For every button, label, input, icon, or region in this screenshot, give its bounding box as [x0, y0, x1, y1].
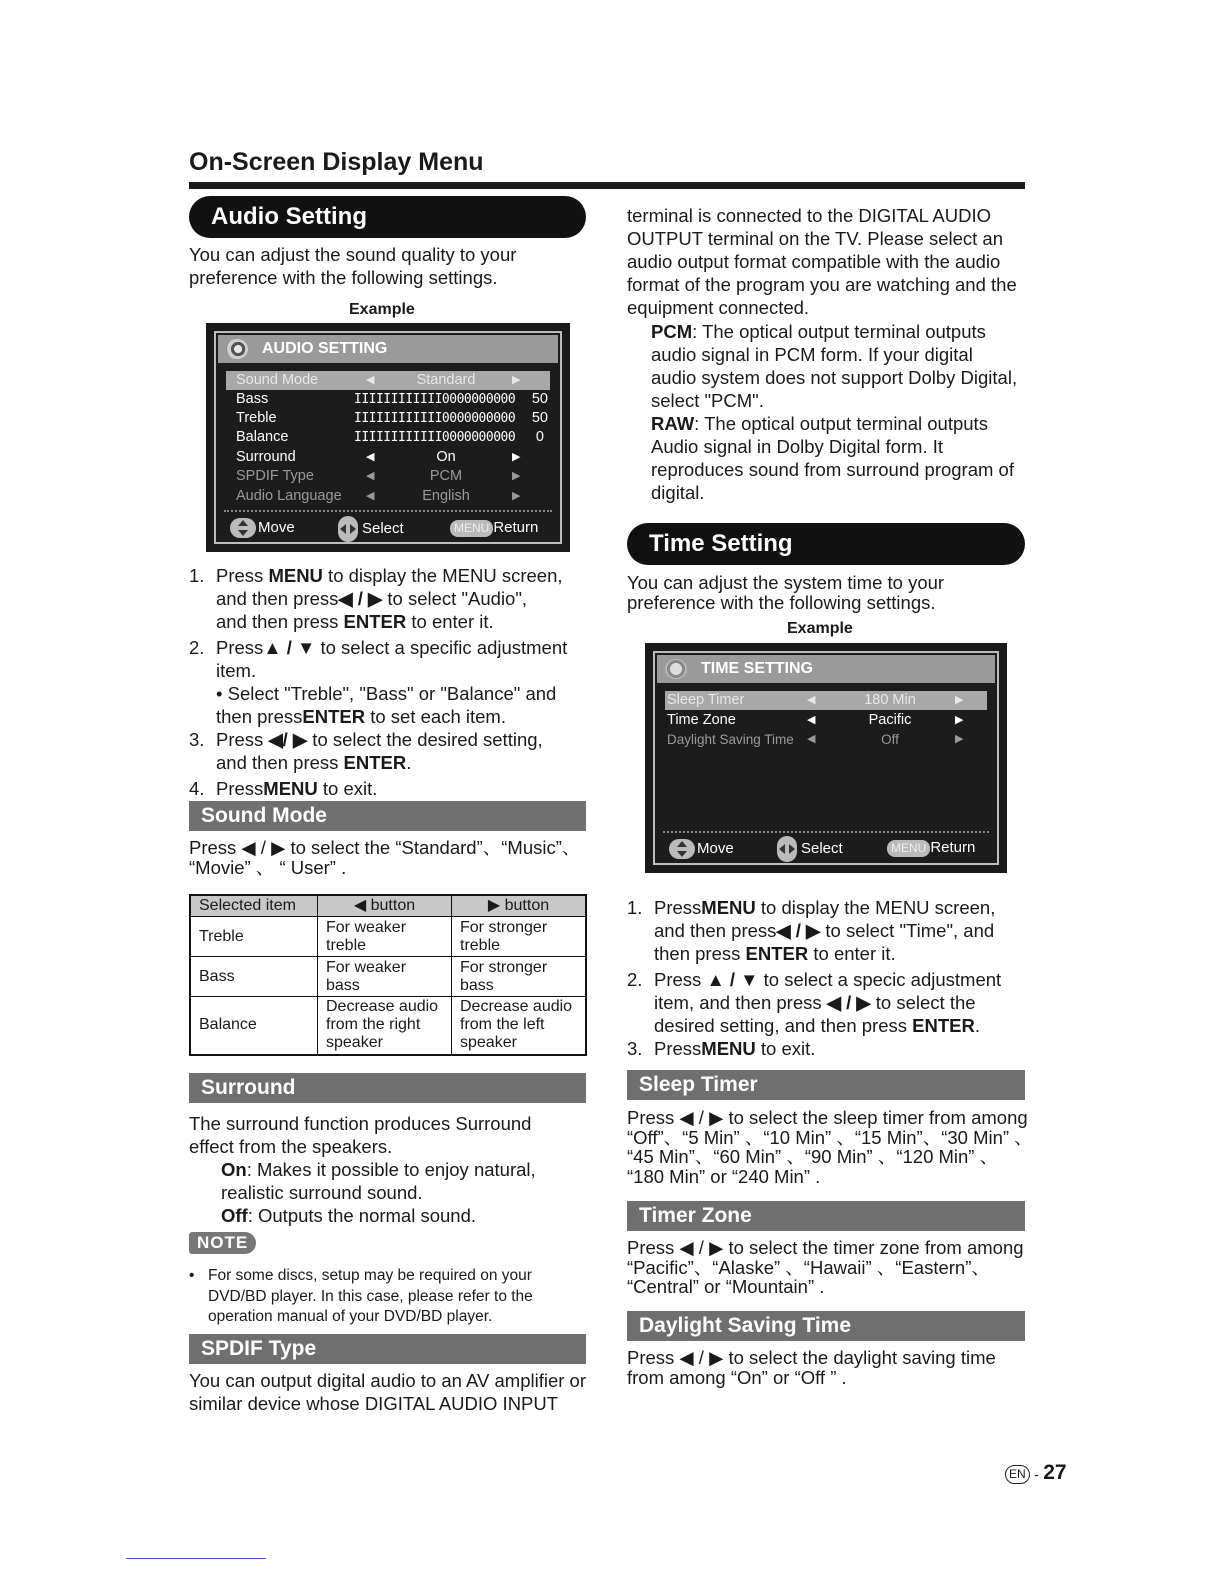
osd-row-treble: Treble IIIIIIIIIIII0000000000 50 — [236, 410, 548, 426]
sound-mode-heading: Sound Mode — [189, 801, 586, 831]
up-down-icon — [230, 518, 256, 538]
right-arrow-icon: ▶ — [512, 470, 521, 482]
surround-on: On: Makes it possible to enjoy natural, realistic surround sound. — [221, 1159, 536, 1203]
left-arrow-icon: ◀ — [366, 451, 375, 463]
surround-text: The surround function produces Surround effect from the speakers. — [189, 1113, 532, 1157]
table-row: Balance Decrease audio from the right speaker Decrease audio from the left speaker — [190, 997, 586, 1055]
right-arrow-icon: ▶ — [955, 694, 964, 706]
right-arrow-icon: ▶ — [955, 714, 964, 726]
left-right-icon — [338, 516, 358, 542]
right-arrow-icon: ▶ — [512, 451, 521, 463]
left-arrow-icon: ◀ — [366, 490, 375, 502]
sound-mode-table — [189, 894, 587, 1056]
time-osd-screen — [645, 643, 1007, 873]
osd-footer-select: Select — [338, 516, 404, 542]
page-title: On-Screen Display Menu — [189, 148, 484, 176]
audio-osd-screen — [206, 323, 570, 552]
spdif-text-cont: terminal is connected to the DIGITAL AUDIO OUTPUT terminal on the TV. Please select an audio output format compatible with the audio format of the program you are watching and the equipment connected. — [627, 205, 1017, 318]
left-arrow-icon: ◀ — [807, 694, 816, 706]
osd-row-sound-mode: Sound Mode ◀ Standard ▶ — [226, 371, 550, 390]
audio-setting-heading: Audio Setting — [189, 196, 586, 238]
title-rule — [189, 182, 1025, 189]
osd-footer-select: Select — [777, 836, 843, 862]
audio-steps: 1. Press MENU to display the MENU screen, and then press◀ / ▶ to select "Audio", and then press ENTER to enter it. 2. Press▲ / ▼ to select a specific adjustment item. • Select "Treble", "Bass" or "Balance" and then pressENTER to set each item. 3. Press ◀/ ▶ to select the desired setting, and then press ENTER. 4. PressMENU to exit. — [189, 565, 568, 799]
sleep-timer-heading: Sleep Timer — [627, 1070, 1025, 1100]
level-bar: IIIIIIIIIIII0000000000 — [354, 392, 516, 407]
osd-row-time-zone: Time Zone ◀ Pacific ▶ — [667, 712, 964, 728]
daylight-saving-text: Press ◀ / ▶ to select the daylight saving time from among “On” or “Off ” . — [627, 1347, 996, 1388]
surround-off: Off: Outputs the normal sound. — [221, 1205, 477, 1226]
surround-note: • For some discs, setup may be required on your DVD/BD player. In this case, please refer to the operation manual of your DVD/BD player. — [189, 1267, 533, 1325]
audio-osd-header — [218, 335, 558, 363]
osd-row-bass: Bass IIIIIIIIIIII0000000000 50 — [236, 391, 548, 407]
note-badge: NOTE — [189, 1232, 256, 1254]
left-arrow-icon: ◀ — [807, 733, 816, 745]
spdif-text: You can output digital audio to an AV amplifier or similar device whose DIGITAL AUDIO INPUT — [189, 1370, 586, 1414]
left-arrow-icon: ◀ — [366, 374, 375, 386]
table-row: Bass For weaker bass For stronger bass — [190, 957, 586, 997]
menu-key-icon: MENU — [450, 520, 493, 537]
timer-zone-text: Press ◀ / ▶ to select the timer zone from among “Pacific”、“Alaske” 、“Hawaii” 、“Eastern”、 “Central” or “Mountain” . — [627, 1237, 1024, 1297]
time-steps: 1. PressMENU to display the MENU screen, and then press◀ / ▶ to select "Time", and then press ENTER to enter it. 2. Press ▲ / ▼ to select a specic adjustment item, and then press ◀ / ▶ to select the desired setting, and then press ENTER. 3. PressMENU to exit. — [627, 897, 1002, 1059]
table-header-row: Selected item ◀ button ▶ button — [190, 895, 586, 917]
right-arrow-icon: ▶ — [955, 733, 964, 745]
timer-zone-heading: Timer Zone — [627, 1201, 1025, 1231]
osd-footer-move: Move — [230, 518, 295, 538]
spdif-pcm: PCM: The optical output terminal outputs audio signal in PCM form. If your digital audio system does not support Dolby Digital, select "PCM". — [651, 321, 1018, 411]
surround-heading: Surround — [189, 1073, 586, 1103]
right-arrow-icon: ▶ — [512, 490, 521, 502]
footer-line — [126, 1558, 266, 1559]
audio-osd-title: AUDIO SETTING — [262, 340, 388, 357]
time-setting-heading: Time Setting — [627, 523, 1025, 565]
osd-divider — [663, 831, 989, 833]
time-intro: You can adjust the system time to your preference with the following settings. — [627, 572, 945, 613]
osd-row-spdif: SPDIF Type ◀ PCM ▶ — [236, 468, 521, 484]
level-bar: IIIIIIIIIIII0000000000 — [354, 430, 516, 445]
audio-example-label: Example — [349, 301, 415, 318]
spdif-heading: SPDIF Type — [189, 1334, 586, 1364]
time-osd-title: TIME SETTING — [701, 660, 813, 677]
osd-row-daylight: Daylight Saving Time ◀ Off ▶ — [667, 732, 964, 747]
page-footer: EN - 27 — [1005, 1461, 1067, 1485]
osd-footer-move: Move — [669, 839, 734, 859]
page-number: 27 — [1043, 1461, 1067, 1484]
osd-row-balance: Balance IIIIIIIIIIII0000000000 0 — [236, 429, 544, 445]
left-arrow-icon: ◀ — [807, 714, 816, 726]
left-right-icon — [777, 836, 797, 862]
audio-intro: You can adjust the sound quality to your preference with the following settings. — [189, 244, 517, 288]
time-osd-header — [657, 655, 995, 683]
daylight-saving-heading: Daylight Saving Time — [627, 1311, 1025, 1341]
spdif-raw: RAW: The optical output terminal outputs Audio signal in Dolby Digital form. It reproduces sound from surround program of digital. — [651, 413, 1014, 503]
osd-footer-return: MENU Return — [450, 519, 538, 537]
left-arrow-icon: ◀ — [366, 470, 375, 482]
osd-divider — [224, 510, 552, 512]
clock-icon — [665, 659, 687, 679]
menu-key-icon: MENU — [887, 840, 930, 857]
up-down-icon — [669, 839, 695, 859]
time-example-label: Example — [787, 620, 853, 637]
right-arrow-icon: ▶ — [512, 374, 521, 386]
table-row: Treble For weaker treble For stronger treble — [190, 917, 586, 957]
osd-row-surround: Surround ◀ On ▶ — [236, 449, 521, 465]
level-bar: IIIIIIIIIIII0000000000 — [354, 411, 516, 426]
speaker-icon — [226, 339, 248, 359]
language-badge: EN — [1005, 1465, 1030, 1484]
osd-footer-return: MENU Return — [887, 839, 975, 857]
sleep-timer-text: Press ◀ / ▶ to select the sleep timer from among “Off”、“5 Min” 、“10 Min” 、“15 Min”、“30 Min” 、 “45 Min”、“60 Min” 、“90 Min” 、“120 Min” 、 “180 Min” or “240 Min” . — [627, 1107, 1033, 1187]
osd-row-sleep-timer: Sleep Timer ◀ 180 Min ▶ — [665, 691, 987, 710]
osd-row-audio-language: Audio Language ◀ English ▶ — [236, 488, 521, 504]
sound-mode-text: Press ◀ / ▶ to select the “Standard”、“Music”、 “Movie” 、 “ User” . — [189, 837, 581, 878]
